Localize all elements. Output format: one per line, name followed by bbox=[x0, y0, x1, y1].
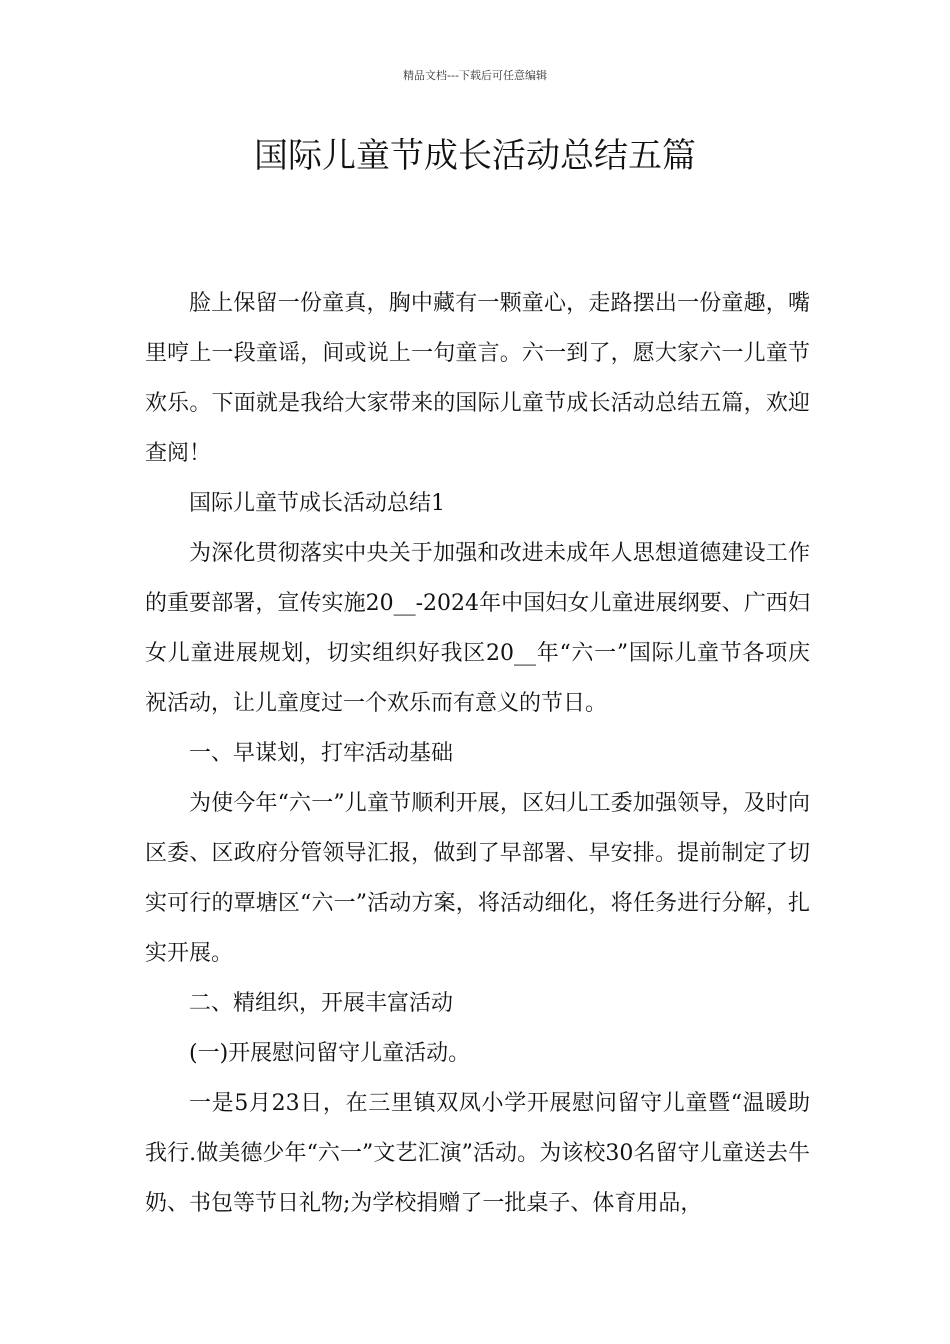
document-body bbox=[145, 279, 810, 1229]
subsection-heading-2: 二、精组织，开展丰富活动 bbox=[189, 991, 454, 1016]
intro-paragraph: 脸上保留一份童真，胸中藏有一颗童心，走路摆出一份童趣，嘴里哼上一段童谣，间或说上一句童言。六一到了，愿大家六一儿童节欢乐。下面就是我给大家带来的国际儿童节成长活动总结五篇，欢迎查阅！ bbox=[145, 291, 810, 466]
body-paragraph: 为深化贯彻落实中央关于加强和改进未成年人思想道德建设工作的重要部署，宣传实施20__-2024年中国妇女儿童进展纲要、广西妇女儿童进展规划，切实组织好我区20__年“六一”国际儿童节各项庆祝活动，让儿童度过一个欢乐而有意义的节日。 bbox=[145, 541, 810, 716]
body-paragraph: 一是5月23日，在三里镇双凤小学开展慰问留守儿童暨“温暖助我行.做美德少年“六一”文艺汇演”活动。为该校30名留守儿童送去牛奶、书包等节日礼物;为学校捐赠了一批桌子、体育用品， bbox=[145, 1091, 810, 1216]
document-title: 国际儿童节成长活动总结五篇 bbox=[254, 136, 696, 176]
subsection-heading-1: 一、早谋划，打牢活动基础 bbox=[189, 741, 454, 766]
body-paragraph: 为使今年“六一”儿童节顺利开展，区妇儿工委加强领导，及时向区委、区政府分管领导汇报，做到了早部署、早安排。提前制定了切实可行的覃塘区“六一”活动方案，将活动细化，将任务进行分解，扎实开展。 bbox=[145, 791, 810, 966]
header-note: 精品文档---下载后可任意编辑 bbox=[403, 69, 547, 82]
section-heading-1: 国际儿童节成长活动总结1 bbox=[189, 491, 445, 516]
subsection-item: (一)开展慰问留守儿童活动。 bbox=[189, 1041, 471, 1066]
